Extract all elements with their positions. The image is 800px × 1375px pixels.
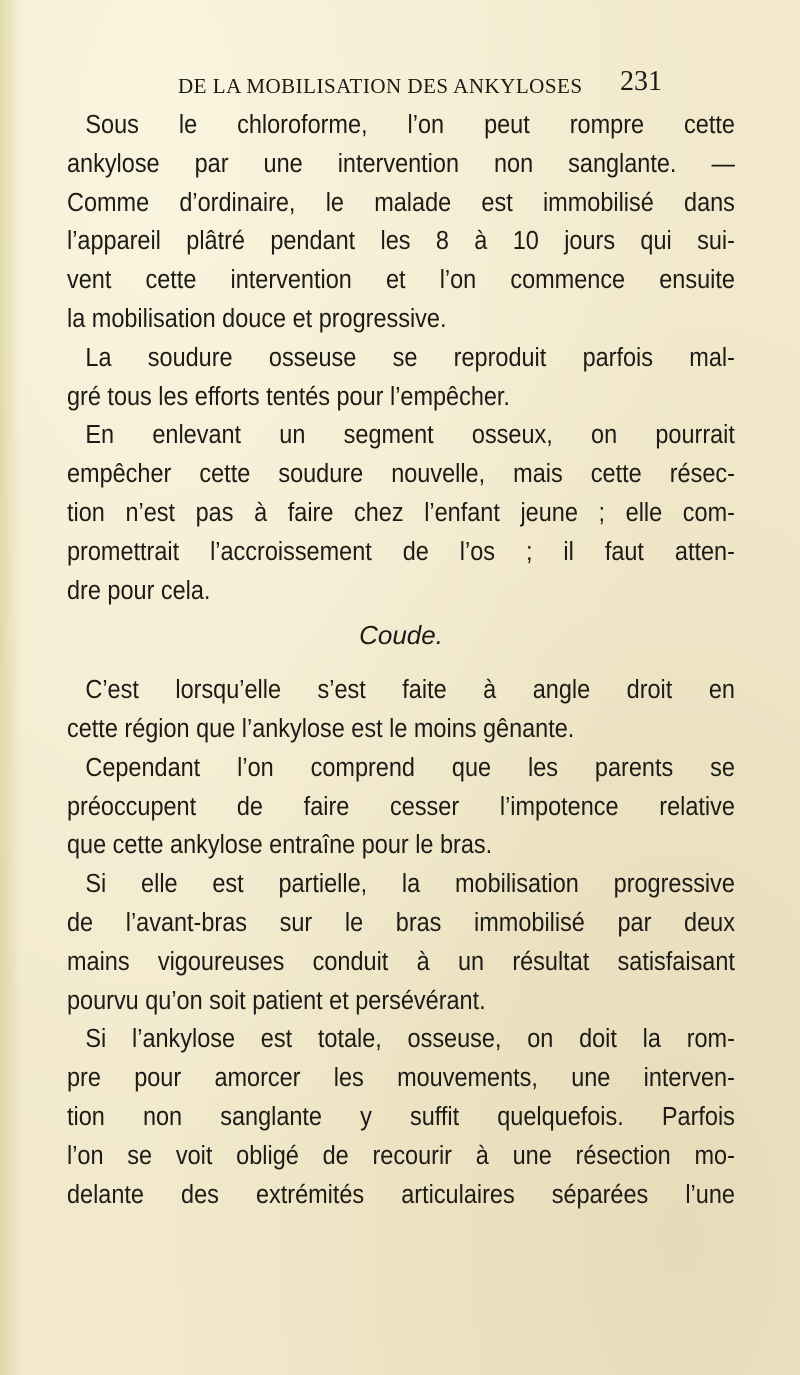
text-line: vent cette intervention et l’on commence ensuite	[67, 266, 735, 295]
text-line: Si elle est partielle, la mobilisation progressive	[85, 870, 735, 899]
text-line: que cette ankylose entraîne pour le bras.	[67, 831, 493, 860]
text-line: tion n’est pas à faire chez l’enfant jeune ; elle com-	[67, 498, 735, 527]
text-line: pre pour amorcer les mouvements, une interven-	[67, 1064, 735, 1093]
text-line: ankylose par une intervention non sanglante. —	[67, 149, 735, 178]
running-header: DE LA MOBILISATION DES ANKYLOSES	[178, 74, 583, 98]
text-line: la mobilisation douce et progressive.	[67, 304, 447, 333]
text-line: Comme d’ordinaire, le malade est immobilisé dans	[67, 188, 735, 217]
text-line: empêcher cette soudure nouvelle, mais cette résec-	[67, 460, 735, 489]
text-line: delante des extrémités articulaires séparées l’une	[67, 1180, 735, 1209]
text-line: C’est lorsqu’elle s’est faite à angle droit en	[85, 676, 735, 705]
page-number: 231	[620, 66, 662, 97]
page-edge-shadow	[0, 0, 22, 1375]
body-text	[67, 106, 735, 1214]
text-line: gré tous les efforts tentés pour l’empêcher.	[67, 382, 510, 411]
text-line: tion non sanglante y suffit quelquefois. Parfois	[67, 1102, 735, 1131]
text-line: dre pour cela.	[67, 576, 211, 605]
text-line: l’on se voit obligé de recourir à une résection mo-	[67, 1141, 735, 1170]
text-line: Cependant l’on comprend que les parents se	[85, 753, 735, 782]
text-line: promettrait l’accroissement de l’os ; il faut atten-	[67, 537, 735, 566]
text-line: Sous le chloroforme, l’on peut rompre cette	[85, 111, 735, 139]
section-title: Coude.	[359, 620, 443, 651]
text-line: Si l’ankylose est totale, osseuse, on doit la rom-	[85, 1025, 735, 1054]
text-line: de l’avant-bras sur le bras immobilisé par deux	[67, 908, 735, 937]
text-line: mains vigoureuses conduit à un résultat satisfaisant	[67, 947, 735, 976]
text-line: En enlevant un segment osseux, on pourrait	[85, 421, 735, 450]
text-line: cette région que l’ankylose est le moins gênante.	[67, 714, 575, 743]
text-line: La soudure osseuse se reproduit parfois mal-	[85, 343, 735, 372]
text-line: pourvu qu’on soit patient et persévérant.	[67, 986, 486, 1015]
text-line: l’appareil plâtré pendant les 8 à 10 jours qui sui-	[67, 227, 735, 256]
text-line: préoccupent de faire cesser l’impotence relative	[67, 792, 735, 821]
